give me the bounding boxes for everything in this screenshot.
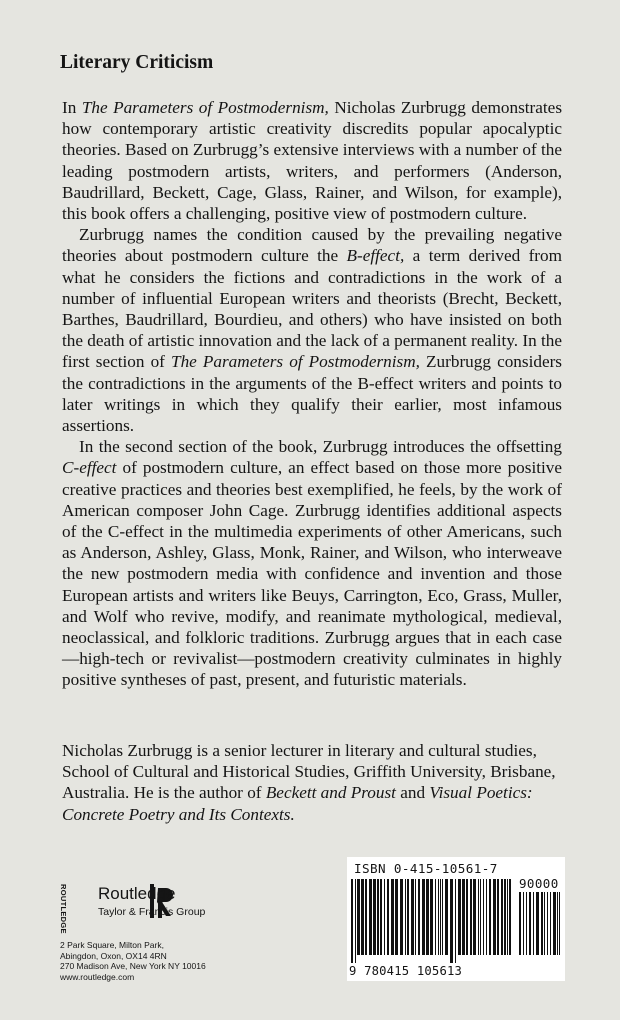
barcode-bar bbox=[541, 892, 543, 955]
address-line: www.routledge.com bbox=[60, 971, 135, 982]
italic-title: C-effect bbox=[62, 458, 117, 478]
barcode-bar bbox=[415, 879, 416, 955]
barcode-bar bbox=[529, 892, 531, 955]
barcode-bar bbox=[387, 879, 389, 955]
barcode-bar bbox=[507, 879, 508, 955]
italic-title: The Parameters of Postmodernism, bbox=[81, 98, 329, 117]
barcode-bar bbox=[497, 879, 499, 955]
barcode-bar bbox=[557, 892, 558, 955]
paragraph: Zurbrugg names the condition caused by the prevailing negative theories about postmodern culture the B-effect, a term derived from what he considers the fictions and contradictions in the work of a number of influential European writers and theorists (Brecht, Beckett, Barthes, Baudrillard, Bourdieu, and others) who have insisted on both the death of artistic innovation and the lack of a permanent reality. In the first section of The Parameters of Postmodernism, Zurbrugg considers the contradictions in the arguments of the B-effect writers and points to later writings in which they qualify their earlier, most infamous assertions. bbox=[62, 225, 562, 436]
barcode-bar bbox=[369, 879, 372, 955]
barcode-bar bbox=[395, 879, 398, 955]
barcode-bar bbox=[504, 879, 506, 955]
barcode-bar bbox=[384, 879, 385, 955]
address-line: Abingdon, Oxon, OX14 4RN bbox=[60, 950, 167, 961]
barcode-bar bbox=[455, 879, 456, 963]
barcode-bar bbox=[411, 879, 414, 955]
barcode-bar bbox=[391, 879, 394, 955]
italic-title: Beckett and Proust bbox=[265, 783, 396, 803]
price-code: 90000 bbox=[519, 876, 559, 891]
barcode-bar bbox=[547, 892, 548, 955]
barcode-bar bbox=[355, 879, 356, 963]
italic-title: Visual Poetics: Concrete Poetry and Its Contexts. bbox=[62, 783, 533, 824]
barcode-bar bbox=[422, 879, 425, 955]
italic-title: The Parameters of Postmodernism, bbox=[171, 352, 420, 372]
barcode-bar bbox=[466, 879, 468, 955]
barcode-bar bbox=[544, 892, 545, 955]
barcode-bar bbox=[442, 879, 443, 955]
description bbox=[62, 97, 562, 691]
barcode-bar bbox=[509, 879, 511, 955]
barcode-bar bbox=[365, 879, 367, 955]
barcode-bar bbox=[501, 879, 503, 955]
category-heading: Literary Criticism bbox=[60, 52, 214, 73]
barcode-bar bbox=[377, 879, 379, 955]
price-barcode bbox=[519, 892, 561, 963]
barcode-bar bbox=[435, 879, 436, 955]
barcode-bar bbox=[445, 879, 448, 955]
address-line: 2 Park Square, Milton Park, bbox=[60, 940, 164, 950]
barcode-bar bbox=[550, 892, 551, 955]
barcode-bar bbox=[430, 879, 433, 955]
barcode-bar bbox=[553, 892, 556, 955]
publisher-vertical-text: ROUTLEDGE bbox=[59, 884, 68, 934]
barcode-bar bbox=[470, 879, 472, 955]
barcode-bar bbox=[559, 892, 560, 955]
barcode-bar bbox=[458, 879, 461, 955]
barcode-bar bbox=[483, 879, 484, 955]
publisher-address bbox=[60, 940, 206, 982]
paragraph: In the second section of the book, Zurbrugg introduces the offsetting C-effect of postmodern culture, an effect based on those more positive creative practices and theories best exemplified, he feels, by the work of American composer John Cage. Zurbrugg identifies additional aspects of the C-effect in the multimedia experiments of other Americans, such as Anderson, Ashley, Glass, Monk, Rainer, and Wilson, who interweave the new postmodern media with confidence and invention and those European artists and writers like Beuys, Carrington, Eco, Grass, Muller, and Wolf who revive, modify, and reanimate mythological, medieval, neoclassical, and folkloric traditions. Zurbrugg argues that in each case—high-tech or revivalist—postmodern creativity culminates in highly positive syntheses of past, present, and futuristic materials. bbox=[62, 437, 562, 690]
barcode-bar bbox=[486, 879, 487, 955]
barcode-bar bbox=[462, 879, 465, 955]
barcode-bar bbox=[357, 879, 360, 955]
isbn-number: ISBN 0-415-10561-7 bbox=[354, 861, 498, 876]
barcode-bar bbox=[426, 879, 429, 955]
barcode-bar bbox=[373, 879, 376, 955]
barcode-bar bbox=[380, 879, 382, 955]
barcode-bar bbox=[473, 879, 476, 955]
barcode-bar bbox=[493, 879, 496, 955]
barcode-bar bbox=[407, 879, 409, 955]
barcode-bar bbox=[533, 892, 534, 955]
author-bio bbox=[62, 740, 562, 825]
barcode-bar bbox=[438, 879, 439, 955]
barcode-bar bbox=[418, 879, 420, 955]
ean-barcode bbox=[351, 879, 513, 963]
barcode-bar bbox=[405, 879, 406, 955]
italic-title: B-effect, bbox=[346, 246, 405, 266]
paragraph: In The Parameters of Postmodernism, Nicholas Zurbrugg demonstrates how contemporary artistic creativity discredits popular apocalyptic theories. Based on Zurbrugg’s extensive interviews with a number of the leading postmodern artists, writers, and performers (Anderson, Baudrillard, Beckett, Cage, Glass, Rainer, and Wilson, for example), this book offers a challenging, positive view of postmodern culture. bbox=[62, 98, 563, 224]
barcode-bar bbox=[523, 892, 524, 955]
barcode-bar bbox=[519, 892, 521, 955]
bio-paragraph: Nicholas Zurbrugg is a senior lecturer in literary and cultural studies, School of Cultural and Historical Studies, Griffith University, Brisbane, Australia. He is the author of Beckett and Proust and Visual Poetics: Concrete Poetry and Its Contexts. bbox=[62, 741, 556, 824]
barcode-bar bbox=[400, 879, 403, 955]
barcode-bar bbox=[526, 892, 527, 955]
address-line: 270 Madison Ave, New York NY 10016 bbox=[60, 961, 206, 971]
barcode-bar bbox=[489, 879, 491, 955]
publisher-group: Taylor & Francis Group bbox=[98, 906, 206, 918]
barcode-bar bbox=[351, 879, 353, 963]
ean-number: 9 780415 105613 bbox=[349, 964, 463, 978]
publisher-name: Routledge bbox=[98, 884, 176, 903]
barcode-bar bbox=[478, 879, 479, 955]
barcode-bar bbox=[480, 879, 481, 955]
barcode-bar bbox=[361, 879, 364, 955]
barcode-bar bbox=[536, 892, 539, 955]
barcode-bar bbox=[440, 879, 441, 955]
barcode-bar bbox=[450, 879, 453, 963]
